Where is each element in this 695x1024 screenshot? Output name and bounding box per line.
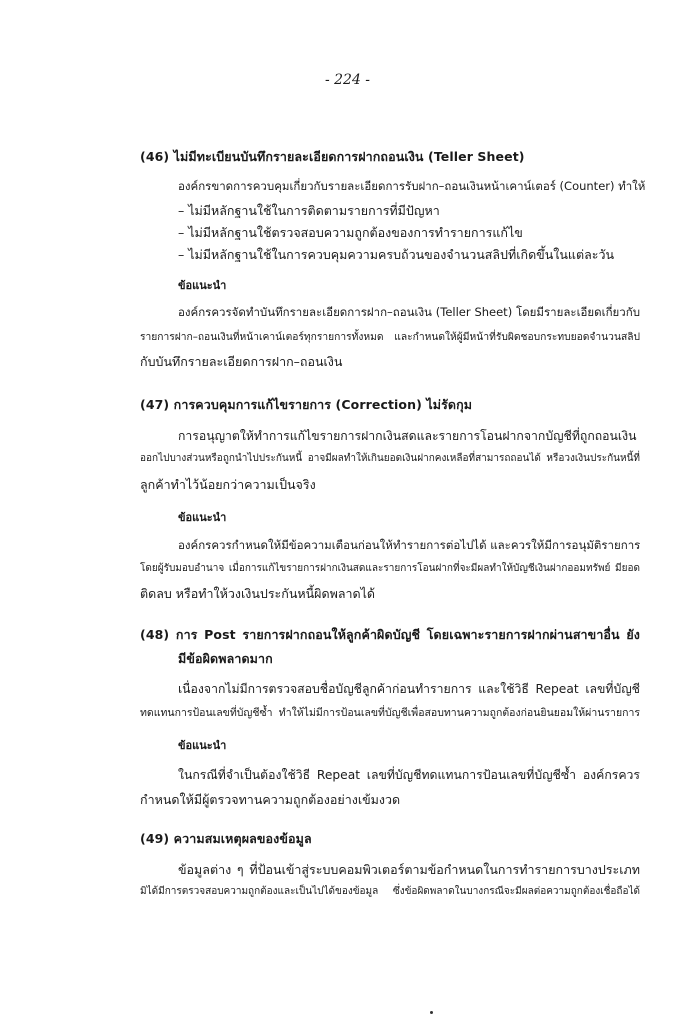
section-47-heading: (47) การควบคุมการแก้ไขรายการ (Correction) ไม่รัดกุม xyxy=(140,397,473,412)
section-46-advice-line-2: รายการฝาก–ถอนเงินที่หน้าเคาน์เตอร์ทุกรายการทั้งหมด และกำหนดให้ผู้มีหน้าที่รับผิดชอบกระทบยอดจำนวนสลิป xyxy=(140,331,640,343)
section-48-paragraph-line-1: เนื่องจากไม่มีการตรวจสอบชื่อบัญชีลูกค้าก่อนทำรายการ และใช้วิธี Repeat เลขที่บัญชี xyxy=(178,682,640,696)
section-46-bullet-1: – ไม่มีหลักฐานใช้ในการติดตามรายการที่มีปัญหา xyxy=(178,203,440,218)
section-46-bullet-3: – ไม่มีหลักฐานใช้ในการควบคุมความครบถ้วนของจำนวนสลิปที่เกิดขึ้นในแต่ละวัน xyxy=(178,247,615,262)
section-48-advice-label: ข้อแนะนำ xyxy=(178,739,227,752)
section-47-advice-line-3: ติดลบ หรือทำให้วงเงินประกันหนี้ผิดพลาดได้ xyxy=(140,586,376,601)
section-46-bullet-2: – ไม่มีหลักฐานใช้ตรวจสอบความถูกต้องของการทำรายการแก้ไข xyxy=(178,225,523,240)
section-47-advice-label: ข้อแนะนำ xyxy=(178,511,227,524)
section-48-heading-line-2: มีข้อผิดพลาดมาก xyxy=(178,651,273,666)
section-47-advice-line-1: องค์กรควรกำหนดให้มีข้อความเตือนก่อนให้ทำรายการต่อไปได้ และควรให้มีการอนุมัติรายการ xyxy=(178,538,641,552)
section-48-heading-line-1: (48) การ Post รายการฝากถอนให้ลูกค้าผิดบัญชี โดยเฉพาะรายการฝากผ่านสาขาอื่น ยัง xyxy=(140,627,640,642)
section-46-paragraph: องค์กรขาดการควบคุมเกี่ยวกับรายละเอียดการรับฝาก–ถอนเงินหน้าเคาน์เตอร์ (Counter) ทำให้ xyxy=(178,179,646,193)
section-47-advice-line-2: โดยผู้รับมอบอำนาจ เมื่อการแก้ไขรายการฝากเงินสดและรายการโอนฝากที่จะมีผลทำให้บัญชีเงินฝากออมทรัพย์ มียอด xyxy=(140,563,640,574)
section-49-paragraph-line-2: มิได้มีการตรวจสอบความถูกต้องและเป็นไปได้ของข้อมูล ซึ่งข้อผิดพลาดในบางกรณีจะมีผลต่อความถูกต้องเชื่อถือได้ xyxy=(140,886,640,897)
section-48-advice-line-1: ในกรณีที่จำเป็นต้องใช้วิธี Repeat เลขที่บัญชีทดแทนการป้อนเลขที่บัญชีซ้ำ องค์กรควร xyxy=(178,768,640,782)
section-48-paragraph-line-2: ทดแทนการป้อนเลขที่บัญชีซ้ำ ทำให้ไม่มีการป้อนเลขที่บัญชีเพื่อสอบทานความถูกต้องก่อนยินยอมให้ผ่านรายการ xyxy=(140,707,640,719)
section-48-advice-line-2: กำหนดให้มีผู้ตรวจทานความถูกต้องอย่างเข้มงวด xyxy=(140,792,401,807)
section-46-advice-label: ข้อแนะนำ xyxy=(178,279,227,292)
section-49-heading: (49) ความสมเหตุผลของข้อมูล xyxy=(140,831,312,846)
section-47-paragraph-line-2: ออกไปบางส่วนหรือถูกนำไปประกันหนี้ อาจมีผลทำให้เกินยอดเงินฝากคงเหลือที่สามารถถอนได้ หรือวงเงินประกันหนี้ที่ xyxy=(140,453,640,464)
section-49-paragraph-line-1: ข้อมูลต่าง ๆ ที่ป้อนเข้าสู่ระบบคอมพิวเตอร์ตามข้อกำหนดในการทำรายการบางประเภท xyxy=(178,862,640,877)
section-47-paragraph-line-1: การอนุญาตให้ทำการแก้ไขรายการฝากเงินสดและรายการโอนฝากจากบัญชีที่ถูกถอนเงิน xyxy=(178,429,637,443)
page-number: - 224 - xyxy=(324,72,371,88)
section-46-advice-line-3: กับบันทึกรายละเอียดการฝาก–ถอนเงิน xyxy=(140,354,343,369)
scan-speck xyxy=(430,1011,433,1014)
section-46-heading: (46) ไม่มีทะเบียนบันทึกรายละเอียดการฝากถอนเงิน (Teller Sheet) xyxy=(140,149,525,164)
section-46-advice-line-1: องค์กรควรจัดทำบันทึกรายละเอียดการฝาก–ถอนเงิน (Teller Sheet) โดยมีรายละเอียดเกี่ยวกับ xyxy=(178,305,640,319)
section-47-paragraph-line-3: ลูกค้าทำไว้น้อยกว่าความเป็นจริง xyxy=(140,477,316,492)
